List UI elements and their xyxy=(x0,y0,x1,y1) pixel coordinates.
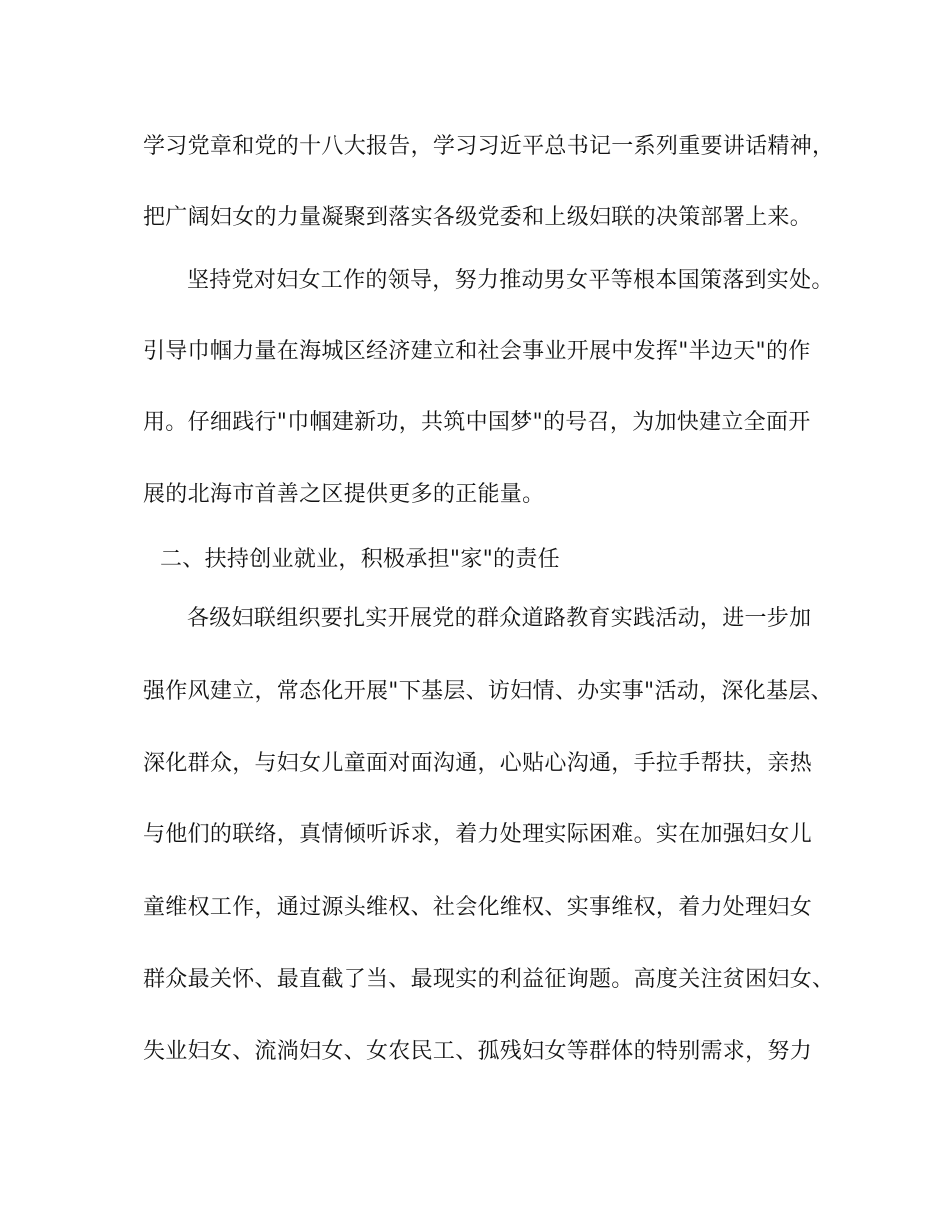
paragraph-first-line: 坚持党对妇女工作的领导，努力推动男女平等根本国策落到实处。 xyxy=(187,268,834,293)
body-text-line: 展的北海市首善之区提供更多的正能量。 xyxy=(143,482,545,507)
body-text-line: 用。仔细践行"巾帼建新功，共筑中国梦"的号召，为加快建立全面开 xyxy=(143,410,811,435)
body-text-line: 学习党章和党的十八大报告，学习习近平总书记一系列重要讲话精神， xyxy=(143,134,835,159)
body-text-line: 引导巾帼力量在海城区经济建立和社会事业开展中发挥"半边天"的作 xyxy=(143,339,811,364)
body-text-line: 强作风建立，常态化开展"下基层、访妇情、办实事"活动，深化基层、 xyxy=(143,679,833,704)
body-text-line: 与他们的联络，真情倾听诉求，着力处理实际困难。实在加强妇女儿 xyxy=(143,822,813,847)
body-text-line: 深化群众，与妇女儿童面对面沟通，心贴心沟通，手拉手帮扶，亲热 xyxy=(143,751,813,776)
section-heading: 二、扶持创业就业，积极承担"家"的责任 xyxy=(160,547,560,572)
body-text-line: 童维权工作，通过源头维权、社会化维权、实事维权，着力处理妇女 xyxy=(143,895,813,920)
body-text-line: 群众最关怀、最直截了当、最现实的利益征询题。高度关注贫困妇女、 xyxy=(143,967,835,992)
paragraph-first-line: 各级妇联组织要扎实开展党的群众道路教育实践活动，进一步加 xyxy=(187,606,812,631)
body-text-line: 失业妇女、流淌妇女、女农民工、孤残妇女等群体的特别需求，努力 xyxy=(143,1039,813,1064)
body-text-line: 把广阔妇女的力量凝聚到落实各级党委和上级妇联的决策部署上来。 xyxy=(143,205,813,230)
